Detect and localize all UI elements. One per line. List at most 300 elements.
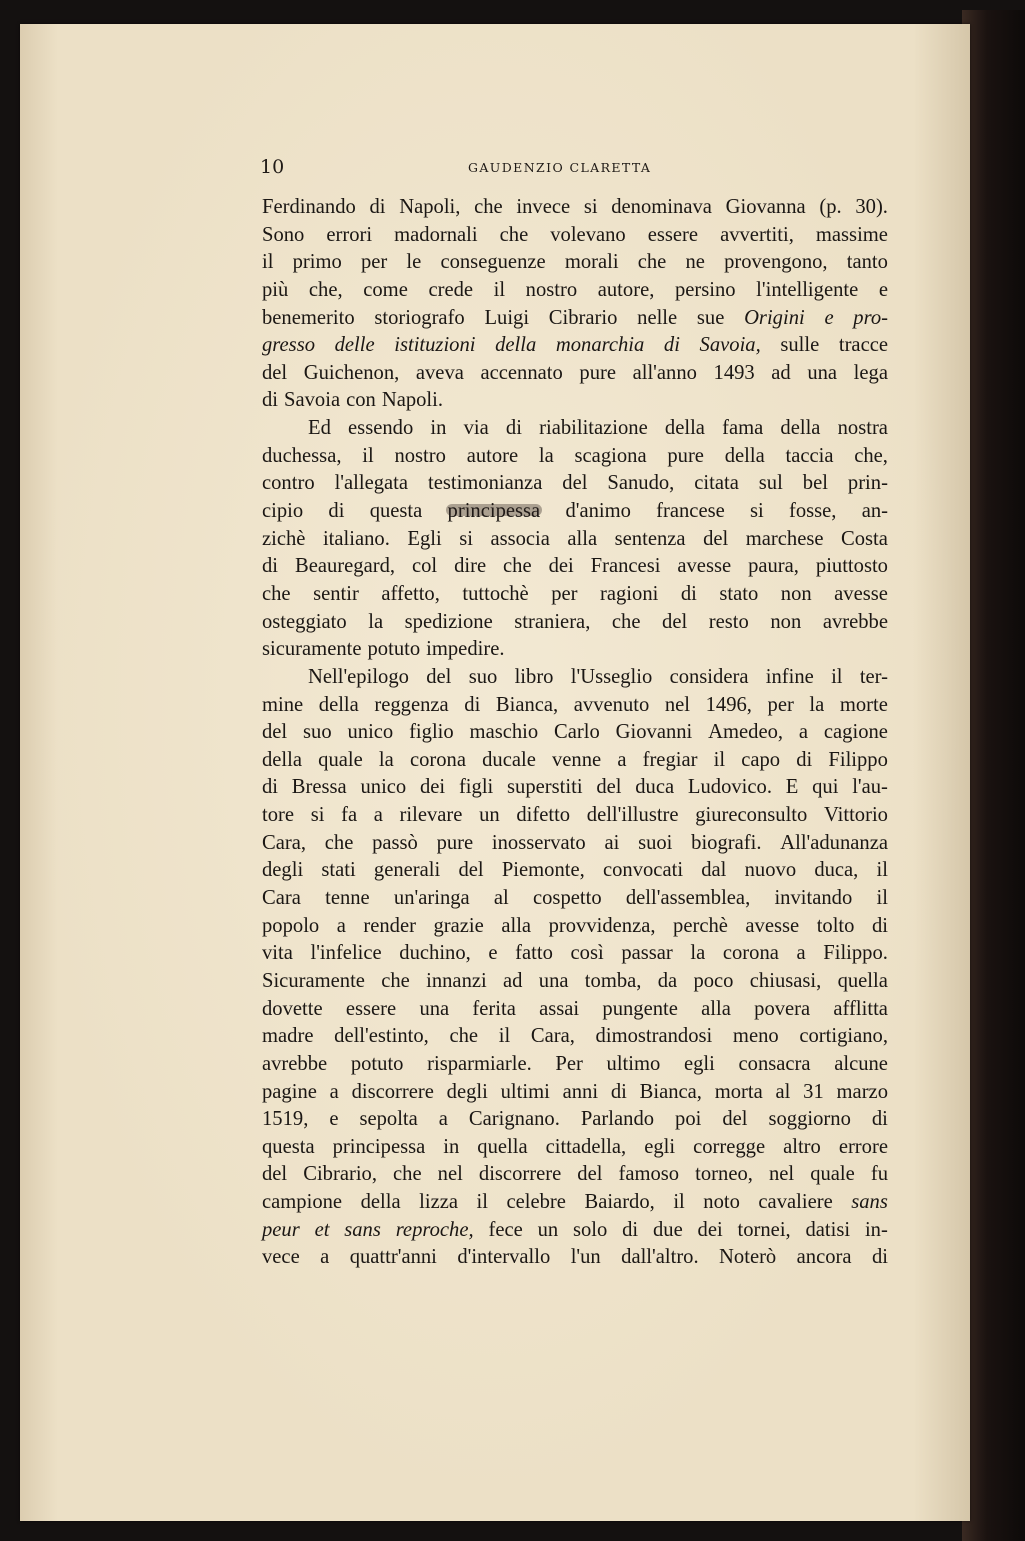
word: Ferdinando bbox=[262, 196, 356, 218]
word: tanto bbox=[846, 251, 888, 274]
word: pungente bbox=[602, 997, 678, 1020]
word: il bbox=[476, 1191, 488, 1214]
word: del bbox=[458, 859, 484, 882]
word: osteggiato bbox=[262, 610, 347, 633]
word: perchè bbox=[673, 914, 728, 937]
paragraph bbox=[262, 194, 888, 415]
word: passar bbox=[621, 942, 673, 965]
text-line bbox=[262, 387, 888, 415]
word: ne bbox=[685, 251, 705, 274]
word: l'Usseglio bbox=[570, 665, 653, 688]
word: sans bbox=[851, 1191, 888, 1214]
word: di bbox=[262, 555, 279, 578]
text-line bbox=[262, 885, 888, 913]
word: provvidenza, bbox=[548, 914, 656, 937]
word: della bbox=[664, 417, 705, 440]
word: chiusasi, bbox=[749, 969, 822, 992]
word: Guichenon, bbox=[303, 361, 400, 384]
word: ter- bbox=[859, 665, 888, 688]
text-line bbox=[262, 636, 888, 664]
word: all'anno bbox=[632, 361, 697, 384]
word: di bbox=[262, 389, 279, 412]
word: et bbox=[314, 1218, 330, 1241]
word: fregiar bbox=[642, 748, 698, 771]
word: ferita bbox=[472, 997, 516, 1020]
word: pure bbox=[579, 361, 616, 384]
word: celebre bbox=[506, 1191, 566, 1214]
text-line bbox=[262, 249, 888, 277]
text-line bbox=[262, 968, 888, 996]
word: italiano. bbox=[322, 527, 390, 550]
word: che bbox=[324, 831, 354, 854]
word: marzo bbox=[836, 1080, 888, 1103]
word: si bbox=[310, 804, 325, 827]
word: il bbox=[362, 444, 374, 467]
word: in- bbox=[864, 1218, 888, 1241]
word: d'animo bbox=[565, 500, 631, 523]
word: cittadella, bbox=[545, 1135, 627, 1158]
word: sicuramente bbox=[262, 638, 362, 661]
word: fatto bbox=[515, 942, 553, 965]
word: con bbox=[346, 389, 376, 412]
word: e bbox=[329, 1108, 339, 1131]
text-line bbox=[262, 470, 888, 498]
word: di bbox=[262, 776, 279, 799]
word: piuttosto bbox=[815, 555, 888, 578]
word: come bbox=[363, 278, 408, 301]
word: avesse bbox=[834, 582, 888, 605]
word: peur bbox=[262, 1218, 300, 1241]
word: lega bbox=[853, 361, 888, 384]
word: del bbox=[262, 361, 288, 384]
word: monarchia bbox=[555, 334, 645, 357]
word: 1519, bbox=[262, 1108, 309, 1131]
word: ai bbox=[604, 831, 620, 854]
word: del bbox=[577, 1163, 603, 1186]
text-line bbox=[262, 1244, 888, 1272]
word: stati bbox=[321, 859, 356, 882]
word: errori bbox=[326, 223, 373, 246]
word: Ludovico. bbox=[687, 776, 772, 799]
word: il bbox=[498, 1025, 511, 1048]
word: sentir bbox=[313, 582, 359, 605]
word: più bbox=[262, 278, 289, 301]
word: degli bbox=[262, 859, 304, 882]
word: altro bbox=[783, 1135, 821, 1158]
word: autore bbox=[466, 444, 519, 467]
word: solo bbox=[572, 1218, 608, 1241]
word: di bbox=[871, 1108, 888, 1131]
word: infine bbox=[765, 665, 814, 688]
text-line bbox=[262, 802, 888, 830]
word: tracce bbox=[838, 334, 888, 357]
word: della bbox=[780, 417, 821, 440]
word: il bbox=[876, 887, 888, 910]
text-line bbox=[262, 222, 888, 250]
word: corregge bbox=[693, 1135, 766, 1158]
word: corona bbox=[409, 748, 466, 771]
word: tornei, bbox=[737, 1218, 791, 1241]
word: unico bbox=[360, 776, 407, 799]
word: storiografo bbox=[374, 306, 465, 329]
word: della bbox=[262, 748, 303, 771]
word: non bbox=[780, 582, 812, 605]
word: an- bbox=[861, 500, 888, 523]
word: quella bbox=[837, 969, 888, 992]
word: della bbox=[495, 334, 537, 357]
word: di bbox=[505, 417, 522, 440]
word: invitando bbox=[774, 887, 853, 910]
word: del bbox=[596, 776, 622, 799]
word: di bbox=[369, 196, 386, 218]
word: tomba, bbox=[584, 969, 642, 992]
word: associa bbox=[490, 527, 550, 550]
word: Sono bbox=[262, 223, 305, 246]
word: del bbox=[562, 472, 588, 495]
word: potuto bbox=[367, 638, 421, 661]
word: un'aringa bbox=[393, 887, 470, 910]
word: affetto, bbox=[381, 582, 440, 605]
text-line bbox=[262, 996, 888, 1024]
word: mine bbox=[262, 693, 304, 716]
word: dei bbox=[420, 776, 446, 799]
word: l'allegata bbox=[334, 472, 409, 495]
word: Amedeo, bbox=[708, 721, 784, 744]
word: spedizione bbox=[404, 610, 493, 633]
word: Nell'epilogo bbox=[308, 665, 409, 688]
word: a bbox=[798, 721, 809, 744]
word: delle bbox=[334, 334, 375, 357]
word: ancora bbox=[796, 1246, 852, 1269]
word: nel bbox=[664, 693, 691, 716]
word: dell'assemblea, bbox=[625, 887, 751, 910]
word: Napoli, bbox=[399, 196, 461, 218]
text-line bbox=[262, 443, 888, 471]
word: il bbox=[831, 665, 843, 688]
word: poco bbox=[693, 969, 734, 992]
word: tuttochè bbox=[462, 582, 529, 605]
text-line bbox=[262, 553, 888, 581]
word: resto bbox=[708, 610, 749, 633]
word: tolto bbox=[816, 914, 855, 937]
word: al bbox=[493, 887, 509, 910]
word: alla bbox=[701, 997, 731, 1020]
word: una bbox=[538, 969, 569, 992]
word: duca, bbox=[814, 859, 859, 882]
word: soggiorno bbox=[768, 1108, 851, 1131]
word: questa bbox=[262, 1135, 315, 1158]
word: Ed bbox=[308, 417, 331, 440]
word: corona bbox=[722, 942, 779, 965]
word: nel bbox=[437, 1163, 463, 1186]
word: di bbox=[871, 1246, 888, 1269]
word: Beauregard, bbox=[294, 555, 396, 578]
word: Cara bbox=[262, 887, 301, 910]
word: da bbox=[657, 969, 678, 992]
word: essere bbox=[647, 223, 699, 246]
paragraph bbox=[262, 415, 888, 664]
word: riabilitazione bbox=[539, 417, 648, 440]
word: egli bbox=[644, 1135, 676, 1158]
word: reproche, bbox=[395, 1218, 474, 1241]
word: nostra bbox=[837, 417, 888, 440]
word: che bbox=[499, 223, 529, 246]
word: si bbox=[459, 527, 473, 550]
text-line bbox=[262, 1023, 888, 1051]
book-spine-shadow bbox=[962, 10, 1025, 1541]
word: al bbox=[775, 1080, 791, 1103]
word: un bbox=[479, 804, 500, 827]
word: Carignano. bbox=[468, 1108, 560, 1131]
word: biografi. bbox=[691, 831, 762, 854]
word: sul bbox=[758, 472, 783, 495]
word: primo bbox=[292, 251, 342, 274]
text-line bbox=[262, 498, 888, 526]
word: cortigiano, bbox=[799, 1025, 888, 1048]
word: via bbox=[463, 417, 489, 440]
word: francese bbox=[656, 500, 725, 523]
word: considera bbox=[669, 665, 749, 688]
word: Filippo bbox=[828, 748, 888, 771]
text-line bbox=[262, 277, 888, 305]
text-line bbox=[262, 857, 888, 885]
word: morali bbox=[564, 251, 619, 274]
word: della bbox=[318, 693, 359, 716]
word: il bbox=[713, 748, 726, 771]
word: afflitta bbox=[833, 997, 888, 1020]
word: aveva bbox=[415, 361, 464, 384]
word: pure bbox=[436, 831, 474, 854]
word: bel bbox=[802, 472, 828, 495]
word: nelle bbox=[637, 306, 678, 329]
word: l'au- bbox=[852, 776, 888, 799]
word: Savoia bbox=[284, 389, 341, 412]
word: grazie bbox=[433, 914, 484, 937]
text-line bbox=[262, 1051, 888, 1079]
word: ducale bbox=[482, 748, 536, 771]
word: Napoli. bbox=[381, 389, 444, 412]
word: istituzioni bbox=[394, 334, 476, 357]
word: 30). bbox=[855, 196, 888, 218]
word: a bbox=[617, 748, 627, 771]
text-line bbox=[262, 940, 888, 968]
word: cagione bbox=[823, 721, 888, 744]
word: invece bbox=[516, 196, 571, 218]
word: non bbox=[770, 610, 802, 633]
word: provengono, bbox=[724, 251, 828, 274]
word: fu bbox=[870, 1163, 888, 1186]
word: per bbox=[551, 582, 578, 605]
word: Sicuramente bbox=[262, 969, 365, 992]
word: di bbox=[464, 693, 481, 716]
word: dei bbox=[697, 1218, 723, 1241]
word: cavaliere bbox=[758, 1191, 833, 1214]
word: generali bbox=[373, 859, 441, 882]
word: duchino, bbox=[399, 942, 471, 965]
word: Cibrario bbox=[548, 306, 618, 329]
word: dire bbox=[454, 555, 487, 578]
word: consacra bbox=[738, 1052, 811, 1075]
word: una bbox=[807, 361, 838, 384]
word: datisi bbox=[805, 1218, 851, 1241]
word: ultimi bbox=[500, 1080, 550, 1103]
word: capo bbox=[741, 748, 781, 771]
word: pro- bbox=[853, 306, 888, 329]
word: tenne bbox=[325, 887, 370, 910]
word: del bbox=[262, 721, 288, 744]
word: render bbox=[363, 914, 416, 937]
word: la bbox=[368, 610, 384, 633]
word: alla bbox=[501, 914, 532, 937]
word: quale bbox=[318, 748, 363, 771]
word: egli bbox=[683, 1052, 715, 1075]
word: benemerito bbox=[262, 306, 355, 329]
word: che bbox=[503, 555, 532, 578]
word: degli bbox=[446, 1080, 488, 1103]
word: la bbox=[690, 942, 706, 965]
word: impedire. bbox=[426, 638, 505, 661]
word: suo bbox=[303, 721, 332, 744]
word: di bbox=[796, 748, 813, 771]
text-line bbox=[262, 1189, 888, 1217]
word: Parlando bbox=[580, 1108, 655, 1131]
word: nostro bbox=[394, 444, 446, 467]
word: paura, bbox=[748, 555, 799, 578]
word: venne bbox=[552, 748, 602, 771]
word: (p. bbox=[819, 196, 842, 218]
word: dimostrandosi bbox=[595, 1025, 713, 1048]
word: campione bbox=[262, 1191, 343, 1214]
text-line bbox=[262, 581, 888, 609]
word: madornali bbox=[394, 223, 478, 246]
word: Cara, bbox=[530, 1025, 575, 1048]
word: un bbox=[537, 1218, 559, 1241]
word: la bbox=[809, 693, 825, 716]
word: il bbox=[262, 251, 274, 274]
word: del bbox=[262, 1163, 288, 1186]
word: denominava bbox=[611, 196, 712, 218]
word: vita bbox=[262, 942, 293, 965]
word: vece bbox=[262, 1246, 300, 1269]
word: testimonianza bbox=[427, 472, 543, 495]
word: 1496, bbox=[705, 693, 752, 716]
word: E bbox=[785, 776, 799, 799]
word: accennato bbox=[480, 361, 563, 384]
word: una bbox=[419, 997, 450, 1020]
word: Piemonte, bbox=[501, 859, 585, 882]
word: straniera, bbox=[514, 610, 591, 633]
word: nostro bbox=[525, 278, 578, 301]
word: sans bbox=[344, 1218, 381, 1241]
word: reggenza bbox=[374, 693, 449, 716]
word: maschio bbox=[469, 721, 539, 744]
word: duca bbox=[635, 776, 675, 799]
word: convocati bbox=[602, 859, 684, 882]
word: il bbox=[493, 278, 506, 301]
word: inosservato bbox=[491, 831, 586, 854]
word: per bbox=[767, 693, 794, 716]
word: quattr'anni bbox=[349, 1246, 437, 1269]
word: Filippo. bbox=[823, 942, 888, 965]
text-line bbox=[262, 609, 888, 637]
word: la bbox=[538, 444, 554, 467]
word: assai bbox=[539, 997, 580, 1020]
word: libro bbox=[514, 665, 554, 688]
word: Baiardo, bbox=[584, 1191, 655, 1214]
word: a bbox=[329, 1080, 339, 1103]
text-line bbox=[262, 913, 888, 941]
word: e bbox=[488, 942, 498, 965]
word: e bbox=[878, 278, 888, 301]
word: dei bbox=[548, 555, 574, 578]
word: fa bbox=[341, 804, 358, 827]
word: volevano bbox=[550, 223, 626, 246]
word: in bbox=[430, 417, 447, 440]
word: dal bbox=[701, 859, 727, 882]
word: le bbox=[406, 251, 422, 274]
word: marchese bbox=[745, 527, 824, 550]
word: Bressa bbox=[291, 776, 347, 799]
word: nuovo bbox=[744, 859, 797, 882]
word: a bbox=[373, 804, 383, 827]
word: gresso bbox=[262, 334, 316, 357]
word: citata bbox=[694, 472, 739, 495]
word: il bbox=[673, 1191, 685, 1214]
word: a bbox=[438, 1108, 448, 1131]
word: contro bbox=[262, 472, 315, 495]
word: dall'altro. bbox=[621, 1246, 699, 1269]
word: anni bbox=[562, 1080, 599, 1103]
word: sentenza bbox=[614, 527, 686, 550]
word: Vittorio bbox=[823, 804, 888, 827]
page-number: 10 bbox=[260, 156, 285, 178]
word: si bbox=[749, 500, 764, 523]
word: Francesi bbox=[590, 555, 661, 578]
text-line bbox=[262, 332, 888, 360]
word: avrebbe bbox=[822, 610, 888, 633]
word: qui bbox=[812, 776, 839, 799]
word: poi bbox=[675, 1108, 702, 1131]
word: innanzi bbox=[426, 969, 487, 992]
word: 31 bbox=[803, 1080, 824, 1103]
word: avvenuto bbox=[573, 693, 650, 716]
word: per bbox=[360, 251, 388, 274]
word: Sanudo, bbox=[607, 472, 675, 495]
word: suo bbox=[468, 665, 498, 688]
word: Bianca, bbox=[639, 1080, 702, 1103]
word: di bbox=[871, 914, 888, 937]
word: lizza bbox=[419, 1191, 458, 1214]
word: ultimo bbox=[606, 1052, 661, 1075]
word: morta bbox=[714, 1080, 763, 1103]
word: crede bbox=[428, 278, 474, 301]
word: ragioni bbox=[600, 582, 659, 605]
text-line bbox=[262, 692, 888, 720]
word: dell'estinto, bbox=[334, 1025, 429, 1048]
word: Cibrario, bbox=[303, 1163, 377, 1186]
word: Egli bbox=[407, 527, 442, 550]
word: e bbox=[824, 306, 834, 329]
word: torneo, bbox=[695, 1163, 753, 1186]
word: madre bbox=[262, 1025, 314, 1048]
text-line bbox=[262, 415, 888, 443]
word: avesse bbox=[677, 555, 732, 578]
word: zichè bbox=[262, 527, 306, 550]
word: che bbox=[393, 1163, 422, 1186]
word: discorrere bbox=[478, 1163, 562, 1186]
word: l'intelligente bbox=[756, 278, 859, 301]
word: errore bbox=[838, 1135, 888, 1158]
